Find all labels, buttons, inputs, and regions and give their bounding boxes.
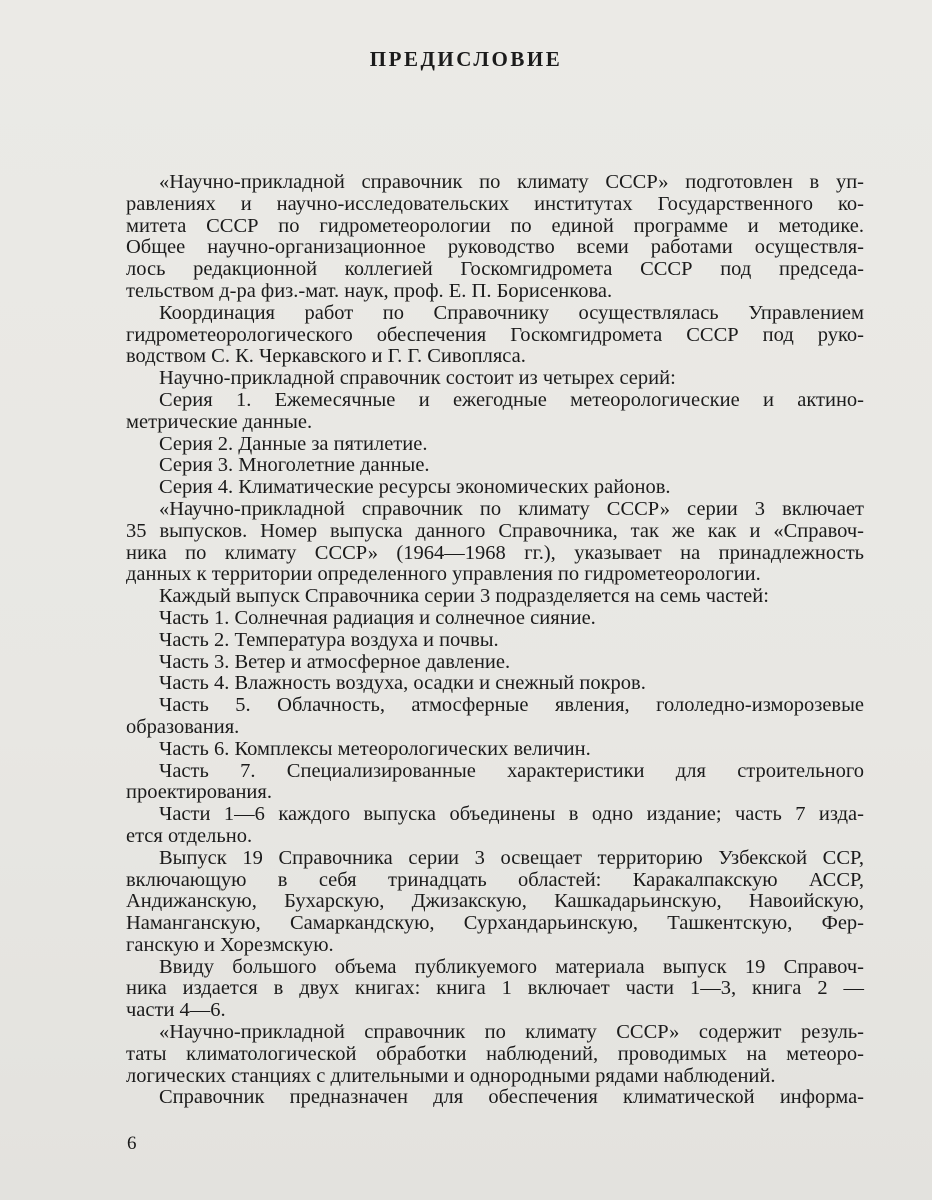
text-line: метрические данные. xyxy=(126,410,313,433)
text-line: Часть 2. Температура воздуха и почвы. xyxy=(159,628,499,651)
text-line: «Научно-прикладной справочник по климату СССР» подготовлен в уп- xyxy=(159,171,864,193)
text-line: ника издается в двух книгах: книга 1 включает части 1—3, книга 2 — xyxy=(126,977,864,1000)
text-line: «Научно-прикладной справочник по климату СССР» содержит резуль- xyxy=(159,1021,864,1044)
text-line: Часть 7. Специализированные характеристики для строительного xyxy=(159,759,864,782)
text-line: ганскую и Хорезмскую. xyxy=(126,933,334,956)
text-line: ника по климату СССР» (1964—1968 гг.), указывает на принадлежность xyxy=(126,541,864,564)
page-number: 6 xyxy=(127,1133,137,1154)
text-line: водством С. К. Черкавского и Г. Г. Сивопляса. xyxy=(126,345,526,368)
text-line: митета СССР по гидрометеорологии по единой программе и методике. xyxy=(126,214,864,237)
text-line: лось редакционной коллегией Госкомгидромета СССР под председа- xyxy=(126,258,864,281)
text-line: Выпуск 19 Справочника серии 3 освещает территорию Узбекской ССР, xyxy=(159,846,864,869)
text-line: Часть 4. Влажность воздуха, осадки и снежный покров. xyxy=(159,672,646,695)
text-line: данных к территории определенного управления по гидрометеорологии. xyxy=(126,563,761,586)
text-line: 35 выпусков. Номер выпуска данного Справочника, так же как и «Справоч- xyxy=(126,519,864,542)
text-line: Часть 3. Ветер и атмосферное давление. xyxy=(159,650,511,673)
text-line: проектирования. xyxy=(126,781,272,804)
text-line: Часть 5. Облачность, атмосферные явления, гололедно-изморозевые xyxy=(159,694,864,717)
text-line: тельством д-ра физ.-мат. наук, проф. Е. П. Борисенкова. xyxy=(126,279,613,302)
text-line: Андижанскую, Бухарскую, Джизакскую, Кашкадарьинскую, Навоийскую, xyxy=(126,890,864,913)
text-line: Серия 4. Климатические ресурсы экономических районов. xyxy=(159,476,671,499)
text-line: Наманганскую, Самаркандскую, Сурхандарьинскую, Ташкентскую, Фер- xyxy=(126,912,864,935)
text-line: ется отдельно. xyxy=(126,824,253,847)
text-line: Серия 1. Ежемесячные и ежегодные метеорологические и актино- xyxy=(159,388,864,411)
text-line: Общее научно-организационное руководство всеми работами осуществля- xyxy=(126,236,864,259)
text-line: таты климатологической обработки наблюдений, проводимых на метеоро- xyxy=(126,1042,864,1065)
text-line: гидрометеорологического обеспечения Госкомгидромета СССР под руко- xyxy=(126,323,864,346)
text-line: Ввиду большого объема публикуемого материала выпуск 19 Справоч- xyxy=(159,955,864,978)
text-line: равлениях и научно-исследовательских институтах Государственного ко- xyxy=(126,192,864,215)
text-line: части 4—6. xyxy=(126,999,226,1022)
text-line: Части 1—6 каждого выпуска объединены в одно издание; часть 7 изда- xyxy=(159,803,864,826)
text-line: логических станциях с длительными и однородными рядами наблюдений. xyxy=(126,1064,776,1087)
text-line: Справочник предназначен для обеспечения климатической информа- xyxy=(159,1086,864,1109)
text-line: включающую в себя тринадцать областей: Каракалпакскую АССР, xyxy=(126,868,864,891)
text-line: Координация работ по Справочнику осуществлялась Управлением xyxy=(159,301,864,324)
text-line: Серия 3. Многолетние данные. xyxy=(159,454,430,477)
text-line: Часть 1. Солнечная радиация и солнечное сияние. xyxy=(159,606,596,629)
preface-text xyxy=(126,172,864,1109)
text-line: Научно-прикладной справочник состоит из четырех серий: xyxy=(159,367,676,390)
page-title: ПРЕДИСЛОВИЕ xyxy=(369,47,563,71)
text-line: Каждый выпуск Справочника серии 3 подразделяется на семь частей: xyxy=(159,585,769,608)
text-line: «Научно-прикладной справочник по климату СССР» серии 3 включает xyxy=(159,497,864,520)
text-line: образования. xyxy=(126,715,240,738)
text-line: Часть 6. Комплексы метеорологических величин. xyxy=(159,737,591,760)
text-line: Серия 2. Данные за пятилетие. xyxy=(159,432,428,455)
